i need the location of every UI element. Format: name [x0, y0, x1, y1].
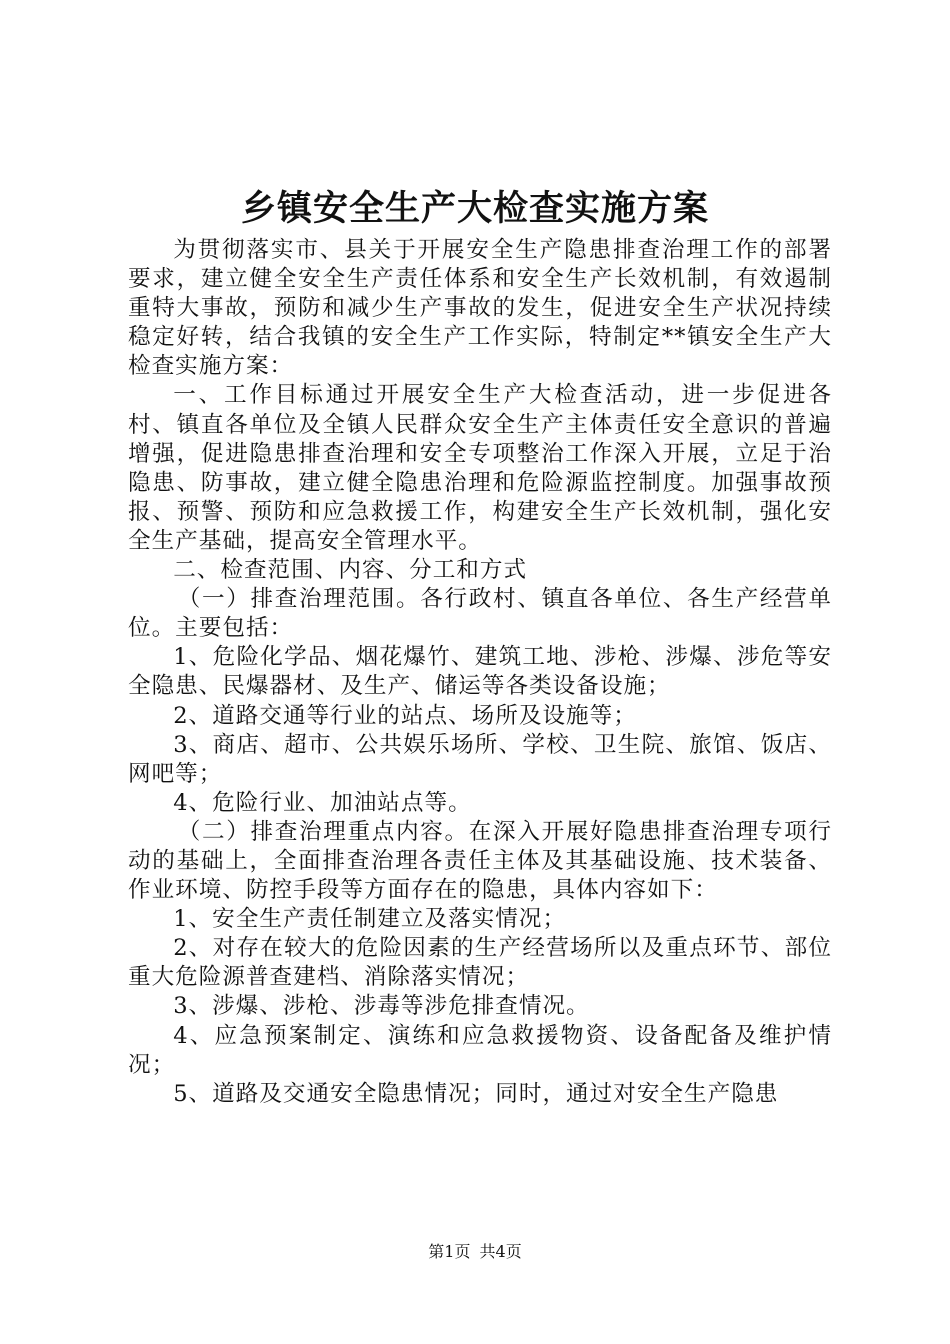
list-item: 2、道路交通等行业的站点、场所及设施等；	[173, 702, 637, 729]
list-item: 2、对存在较大的危险因素的生产经营场所以及重点环节、部位重大危险源普查建档、消除落实情况；	[128, 935, 832, 991]
page-number: 第1页	[428, 1242, 471, 1261]
list-item: 1、安全生产责任制建立及落实情况；	[173, 906, 567, 933]
document-title: 乡镇安全生产大检查实施方案	[240, 188, 709, 229]
paragraph-section-1: 一、工作目标通过开展安全生产大检查活动，进一步促进各村、镇直各单位及全镇人民群众安全生产主体责任安全意识的普遍增强，促进隐患排查治理和安全专项整治工作深入开展，立足于治隐患、防事故，建立健全隐患治理和危险源监控制度。加强事故预报、预警、预防和应急救援工作，构建安全生产长效机制，强化安全生产基础，提高安全管理水平。	[128, 382, 832, 554]
paragraph-intro: 为贯彻落实市、县关于开展安全生产隐患排查治理工作的部署要求，建立健全安全生产责任体系和安全生产长效机制，有效遏制重特大事故，预防和减少生产事故的发生，促进安全生产状况持续稳定好转，结合我镇的安全生产工作实际，特制定**镇安全生产大检查实施方案：	[128, 237, 832, 380]
list-item: 4、危险行业、加油站点等。	[173, 789, 472, 816]
page-total: 共4页	[479, 1242, 522, 1261]
list-item: 4、应急预案制定、演练和应急救援物资、设备配备及维护情况；	[128, 1022, 832, 1078]
paragraph-subsection-2: （二）排查治理重点内容。在深入开展好隐患排查治理专项行动的基础上，全面排查治理各责任主体及其基础设施、技术装备、作业环境、防控手段等方面存在的隐患，具体内容如下：	[128, 818, 832, 904]
list-item: 3、商店、超市、公共娱乐场所、学校、卫生院、旅馆、饭店、网吧等；	[128, 731, 832, 787]
list-item: 3、涉爆、涉枪、涉毒等涉危排查情况。	[173, 993, 590, 1020]
document-body	[128, 236, 832, 1109]
list-item: 1、危险化学品、烟花爆竹、建筑工地、涉枪、涉爆、涉危等安全隐患、民爆器材、及生产、储运等各类设备设施；	[128, 644, 832, 700]
paragraph-subsection-1: （一）排查治理范围。各行政村、镇直各单位、各生产经营单位。主要包括：	[128, 586, 832, 642]
list-item: 5、道路及交通安全隐患情况；同时，通过对安全生产隐患	[173, 1080, 779, 1107]
paragraph-section-2-heading: 二、检查范围、内容、分工和方式	[173, 557, 528, 584]
page-footer	[0, 1241, 950, 1263]
